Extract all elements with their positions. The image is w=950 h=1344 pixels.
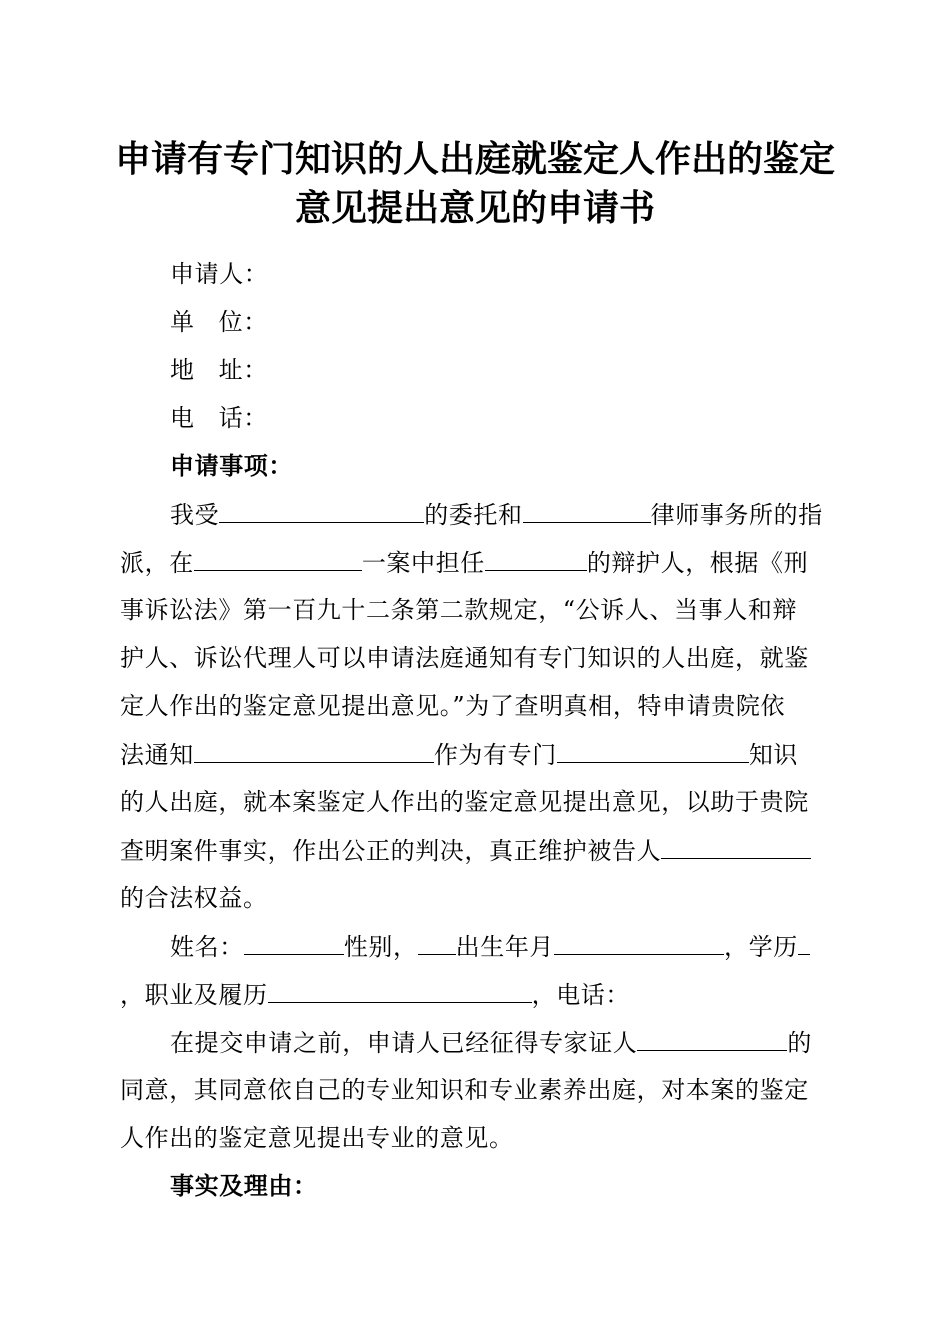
text: 姓名： <box>170 933 244 961</box>
blank-underline <box>244 930 344 955</box>
paragraph-1-line-3: 事诉讼法》第一百九十二条第二款规定，“公诉人、当事人和辩 <box>120 596 798 624</box>
blank-underline <box>661 834 811 859</box>
address-label-a: 地 <box>170 356 195 384</box>
address-field <box>170 354 882 386</box>
blank-underline <box>637 1026 787 1051</box>
paragraph-1-line-7: 的人出庭，就本案鉴定人作出的鉴定意见提出意见，以助于贵院 <box>120 788 809 816</box>
blank-underline <box>194 546 362 571</box>
document-title-line-2: 意见提出意见的申请书 <box>294 188 655 229</box>
text: 查明案件事实，作出公正的判决，真正维护被告人 <box>120 837 662 865</box>
text: 性别， <box>343 933 418 961</box>
text: 派，在 <box>120 549 194 577</box>
text: 法通知 <box>120 741 194 769</box>
text: ，电话： <box>531 981 631 1009</box>
paragraph-2-line-1 <box>170 930 882 963</box>
text: 的辩护人，根据《刑 <box>586 549 809 577</box>
text: 在提交申请之前，申请人已经征得专家证人 <box>170 1029 638 1057</box>
text: 出生年月 <box>455 933 555 961</box>
text: 知识 <box>748 741 799 769</box>
paragraph-3-line-1 <box>170 1026 882 1059</box>
paragraph-1-line-6 <box>120 738 832 771</box>
paragraph-1-line-2 <box>120 546 832 579</box>
paragraph-1-line-8 <box>120 834 832 867</box>
request-heading: 申请事项： <box>170 452 293 480</box>
blank-underline <box>554 930 724 955</box>
paragraph-3-line-2: 同意，其同意依自己的专业知识和专业素养出庭，对本案的鉴定 <box>120 1076 809 1104</box>
text: 作为有专门 <box>433 741 557 769</box>
phone-label-b: 话： <box>218 404 268 432</box>
unit-label-b: 位： <box>218 308 268 336</box>
facts-heading: 事实及理由： <box>170 1172 318 1200</box>
text: 一案中担任 <box>361 549 485 577</box>
paragraph-1-line-5: 定人作出的鉴定意见提出意见。”为了查明真相，特申请贵院依 <box>120 692 786 720</box>
paragraph-2-line-2 <box>120 978 832 1011</box>
blank-underline <box>219 498 424 523</box>
blank-underline <box>418 930 456 955</box>
blank-underline <box>557 738 749 763</box>
paragraph-1-line-4: 护人、诉讼代理人可以申请法庭通知有专门知识的人出庭，就鉴 <box>120 644 809 672</box>
text: ，学历 <box>724 933 798 961</box>
paragraph-1-line-1 <box>170 498 882 531</box>
paragraph-3-line-3: 人作出的鉴定意见提出专业的意见。 <box>120 1124 514 1152</box>
unit-field <box>170 306 882 338</box>
text: 的委托和 <box>424 501 523 529</box>
blank-underline <box>798 930 810 955</box>
paragraph-1-line-9: 的合法权益。 <box>120 884 268 912</box>
blank-underline <box>485 546 587 571</box>
blank-underline <box>268 978 532 1003</box>
phone-field <box>170 402 882 434</box>
blank-underline <box>194 738 434 763</box>
blank-underline <box>523 498 651 523</box>
address-label-b: 址： <box>218 356 268 384</box>
document-title-line-1: 申请有专门知识的人出庭就鉴定人作出的鉴定 <box>114 139 835 180</box>
phone-label-a: 电 <box>170 404 195 432</box>
text: 律师事务所的指 <box>650 501 823 529</box>
unit-label-a: 单 <box>170 308 195 336</box>
applicant-label: 申请人： <box>170 260 269 288</box>
text: ，职业及履历 <box>120 981 268 1009</box>
text: 我受 <box>170 501 220 529</box>
applicant-field <box>170 258 882 290</box>
text: 的 <box>787 1029 813 1057</box>
